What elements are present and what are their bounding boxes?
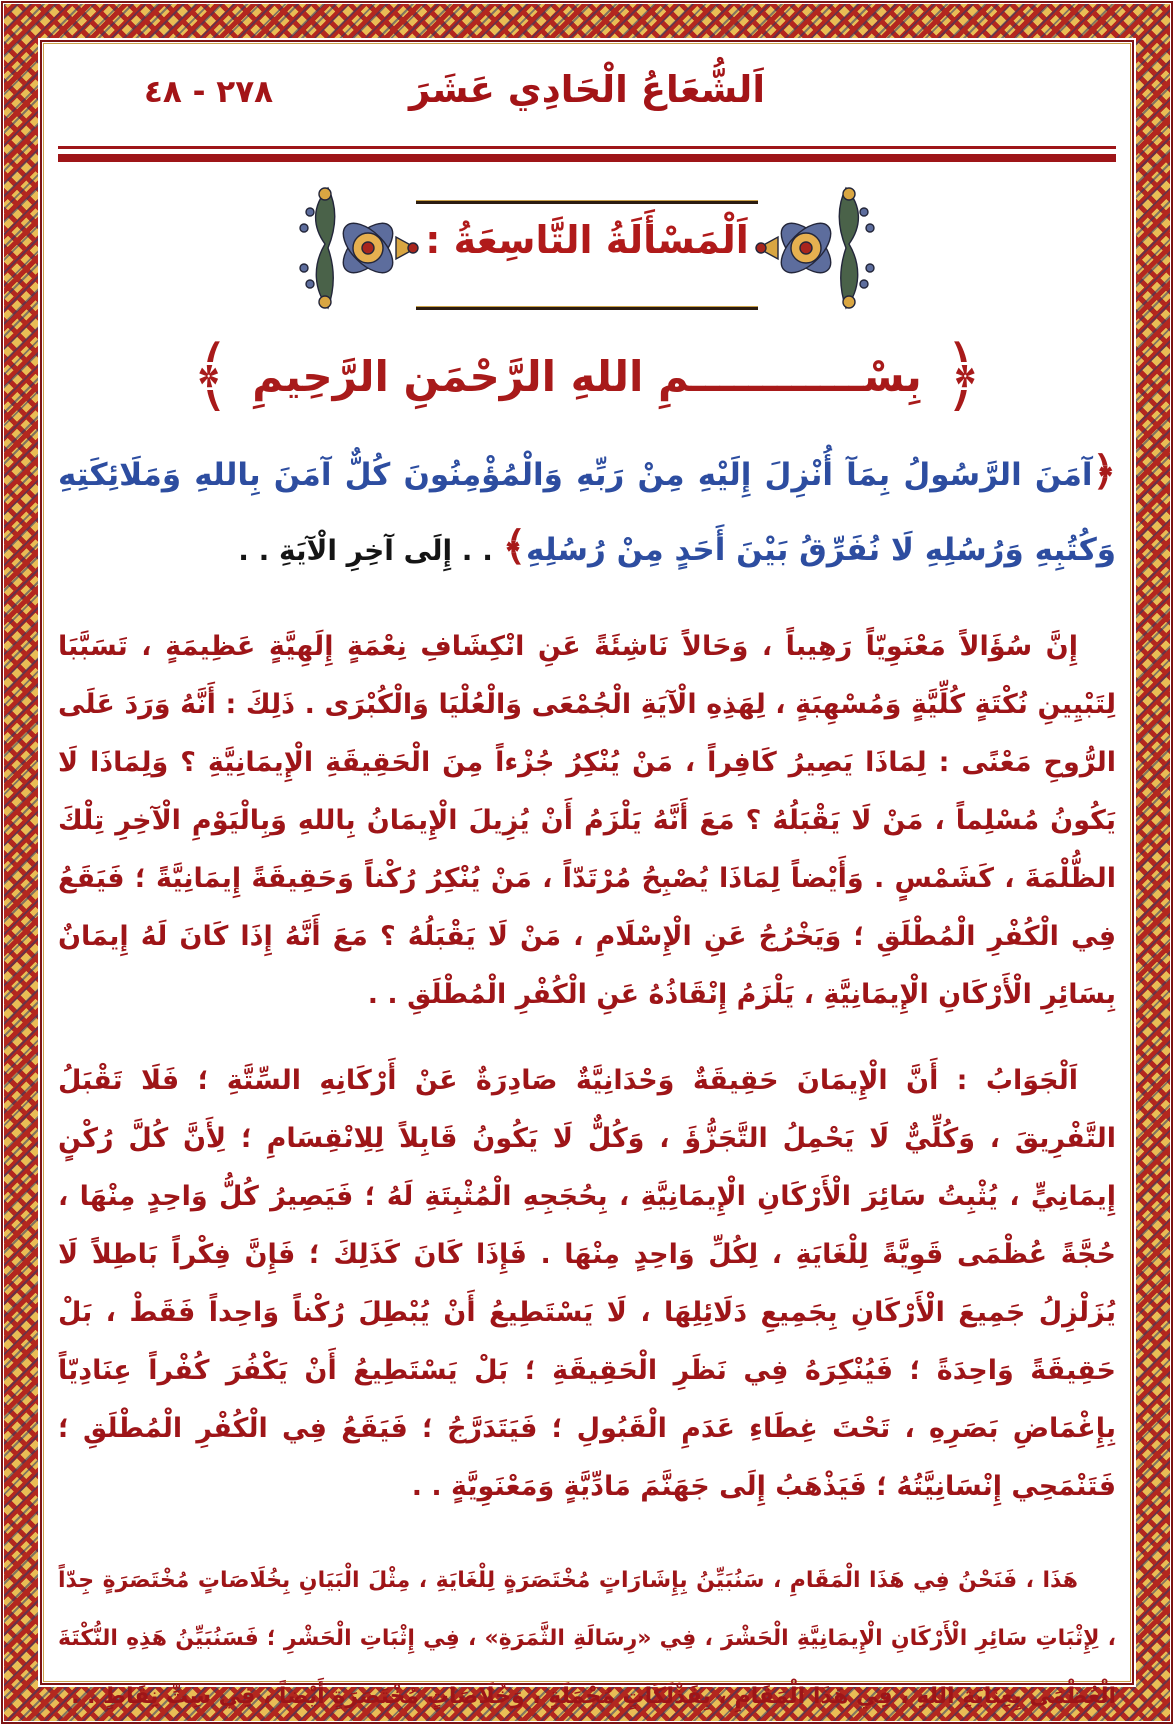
header-rule-thin: [58, 146, 1116, 149]
ornament-center-panel: [422, 182, 752, 314]
header-rule-thick: [58, 154, 1116, 162]
ornament-medallion-left: [294, 182, 422, 314]
ornament-line-bottom: [416, 306, 758, 310]
ornament-line-top: [416, 200, 758, 204]
page-number: ٢٧٨ - ٤٨: [144, 74, 274, 110]
basmala-bracket-right: ﴿: [943, 329, 983, 422]
basmala: [58, 330, 1116, 422]
verse-close-bracket: ﴾: [502, 524, 527, 570]
page-header: [58, 60, 1116, 140]
body-paragraph-answer: اَلْجَوَابُ : أَنَّ الْإِيمَانَ حَقِيقَةٌ وَحْدَانِيَّةٌ صَادِرَةٌ عَنْ أَرْكَانِهِ السِّتَّةِ ؛ فَلَا تَقْبَلُ التَّفْرِيقَ ، وَكُلِّيٌّ لَا يَحْمِلُ التَّجَزُّؤَ ، وَكُلٌّ لَا يَكُونُ قَابِلاً لِلِانْقِسَامِ ؛ لِأَنَّ كُلَّ رُكْنٍ إِيمَانِيٍّ ، يُثْبِتُ سَائِرَ الْأَرْكَانِ الْإِيمَانِيَّةِ ، بِحُجَجِهِ الْمُثْبِتَةِ لَهُ ؛ فَيَصِيرُ كُلُّ وَاحِدٍ مِنْهَا ، حُجَّةً عُظْمَى قَوِيَّةً لِلْغَايَةِ ، لِكُلِّ وَاحِدٍ مِنْهَا . فَإِذَا كَانَ كَذَلِكَ ؛ فَإِنَّ فِكْراً بَاطِلاً لَا يُزَلْزِلُ جَمِيعَ الْأَرْكَانِ بِجَمِيعِ دَلَائِلِهَا ، لَا يَسْتَطِيعُ أَنْ يُبْطِلَ رُكْناً وَاحِداً فَقَطْ ، بَلْ حَقِيقَةً وَاحِدَةً ؛ فَيُنْكِرَهُ فِي نَظَرِ الْحَقِيقَةِ ؛ بَلْ يَسْتَطِيعُ أَنْ يَكْفُرَ كُفْراً عِنَادِيّاً بِإِغْمَاضِ بَصَرِهِ ، تَحْتَ غِطَاءِ عَدَمِ الْقَبُولِ ؛ فَيَتَدَرَّجُ ؛ فَيَقَعُ فِي الْكُفْرِ الْمُطْلَقِ ؛ فَتَنْمَحِي إِنْسَانِيَّتُهُ ؛ فَيَذْهَبُ إِلَى جَهَنَّمَ مَادِّيَّةٍ وَمَعْنَوِيَّةٍ . .: [58, 1065, 1116, 1502]
verse-open-bracket: ﴿: [1092, 449, 1116, 495]
body-paragraph-question: إِنَّ سُؤَالاً مَعْنَوِيّاً رَهِيباً ، وَحَالاً نَاشِئَةً عَنِ انْكِشَافِ نِعْمَةٍ إِلَهِيَّةٍ عَظِيمَةٍ ، تَسَبَّبَا لِتَبْيِينِ نُكْتَةٍ كُلِّيَّةٍ وَمُسْهِبَةٍ ، لِهَذِهِ الْآيَةِ الْجُمْعَى وَالْعُلْيَا وَالْكُبْرَى . ذَلِكَ : أَنَّهُ وَرَدَ عَلَى الرُّوحِ مَعْنًى : لِمَاذَا يَصِيرُ كَافِراً ، مَنْ يُنْكِرُ جُزْءاً مِنَ الْحَقِيقَةِ الْإِيمَانِيَّةِ ؟ وَلِمَاذَا لَا يَكُونُ مُسْلِماً ، مَنْ لَا يَقْبَلُهُ ؟ مَعَ أَنَّهُ يَلْزَمُ أَنْ يُزِيلَ الْإِيمَانُ بِاللهِ وَبِالْيَوْمِ الْآخِرِ تِلْكَ الظُّلْمَةَ ، كَشَمْسٍ . وَأَيْضاً لِمَاذَا يُصْبِحُ مُرْتَدّاً ، مَنْ يُنْكِرُ رُكْناً وَحَقِيقَةً إِيمَانِيَّةً ؛ فَيَقَعُ فِي الْكُفْرِ الْمُطْلَقِ ؛ وَيَخْرُجُ عَنِ الْإِسْلَامِ ، مَنْ لَا يَقْبَلُهُ ؟ مَعَ أَنَّهُ إِذَا كَانَ لَهُ إِيمَانٌ بِسَائِرِ الْأَرْكَانِ الْإِيمَانِيَّةِ ، يَلْزَمُ إِنْقَاذُهُ عَنِ الْكُفْرِ الْمُطْلَقِ . .: [58, 631, 1116, 1010]
page-content: [58, 46, 1116, 1709]
section-title: اَلْمَسْأَلَةُ التَّاسِعَةُ :: [425, 218, 749, 262]
section-ornament: [294, 182, 880, 314]
page-title: اَلشُّعَاعُ الْحَادِي عَشَرَ: [408, 68, 766, 111]
verse-text: آمَنَ الرَّسُولُ بِمَآ أُنْزِلَ إِلَيْهِ مِنْ رَبِّهِ وَالْمُؤْمِنُونَ كُلٌّ آمَنَ بِاللهِ وَمَلَائِكَتِهِ وَكُتُبِهِ وَرُسُلِهِ لَا نُفَرِّقُ بَيْنَ أَحَدٍ مِنْ رُسُلِهِ: [58, 457, 1116, 568]
quran-verse: [58, 436, 1116, 587]
basmala-text: بِسْــــــــــــمِ اللهِ الرَّحْمَنِ الرَّحِيمِ: [252, 351, 922, 401]
basmala-bracket-left: ﴾: [191, 329, 231, 422]
verse-tail: . . إِلَى آخِرِ الْآيَةِ . .: [238, 534, 503, 567]
ornament-medallion-right: [752, 182, 880, 314]
body-paragraph-closing: هَذَا ، فَنَحْنُ فِي هَذَا الْمَقَامِ ، سَنُبَيِّنُ بِإِشَارَاتٍ مُخْتَصَرَةٍ لِلْغَايَةِ ، مِثْلَ الْبَيَانِ بِخُلَاصَاتٍ مُخْتَصَرَةٍ جِدّاً ، لِإِثْبَاتِ سَائِرِ الْأَرْكَانِ الْإِيمَانِيَّةِ الْحَشْرَ ، فِي «رِسَالَةِ الثَّمَرَةِ» ، فِي إِثْبَاتِ الْحَشْرِ ؛ فَسَنُبَيِّنُ هَذِهِ النُّكْتَةَ الْعُظْمَى بِعِنَايَةِ اللهِ ، فِي هَذَا الْمَقَامِ ، بِفَذْلَكَاتٍ مُجْمَلَةٍ ، وَخُلَاصَاتٍ مُخْتَصَرَةٍ أَيْضاً ، فِي سِتِّ نِقَاطٍ . .: [58, 1568, 1116, 1709]
